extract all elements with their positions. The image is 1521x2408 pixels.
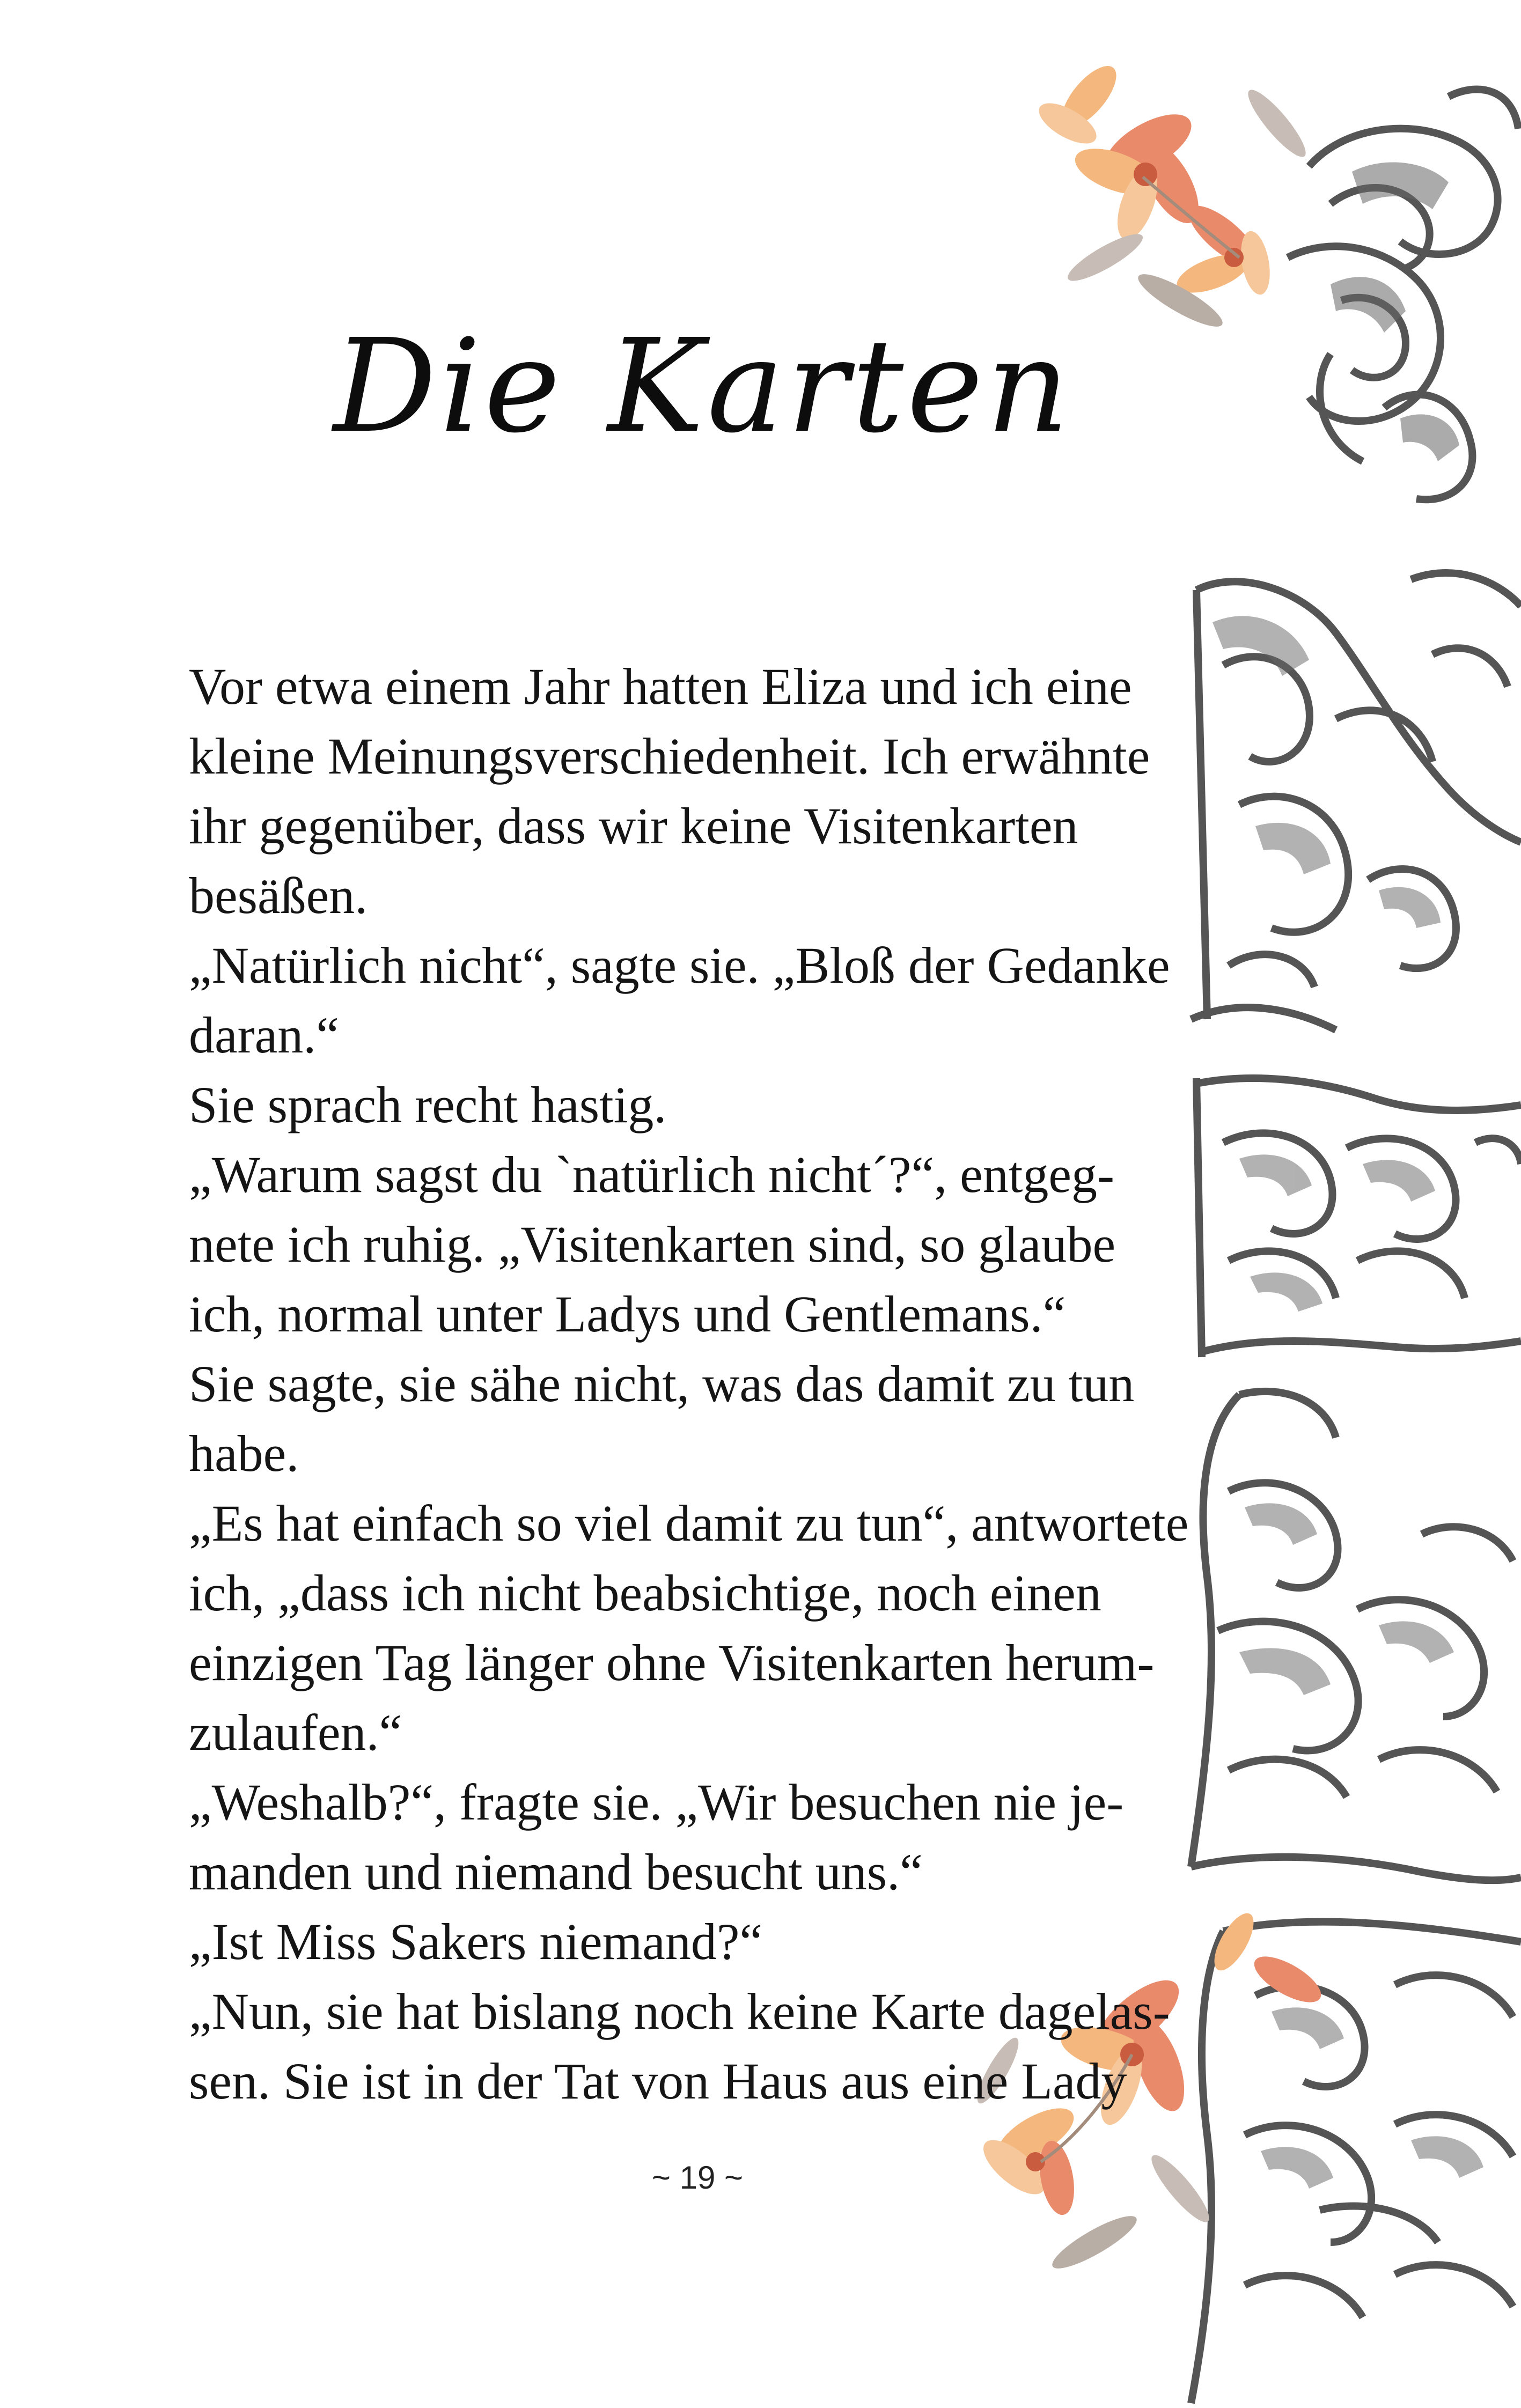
mid-ornament-1: [1175, 558, 1521, 1041]
text-line: besäßen.: [189, 867, 368, 924]
text-line: habe.: [189, 1425, 299, 1482]
text-line: einzigen Tag länger ohne Visitenkarten herum-: [189, 1634, 1155, 1691]
text-line: nete ich ruhig. „Visitenkarten sind, so glaube: [189, 1216, 1116, 1273]
text-line: zulaufen.“: [189, 1704, 402, 1761]
text-line: manden und niemand besucht uns.“: [189, 1843, 923, 1901]
text-line: kleine Meinungsverschiedenheit. Ich erwähnte: [189, 727, 1150, 785]
body-text: [189, 652, 1208, 2116]
text-line: daran.“: [189, 1006, 339, 1064]
text-line: „Ist Miss Sakers niemand?“: [189, 1913, 763, 1970]
text-line: „Es hat einfach so viel damit zu tun“, antwortete: [189, 1494, 1189, 1552]
text-line: Vor etwa einem Jahr hatten Eliza und ich eine: [189, 658, 1132, 715]
text-line: Sie sprach recht hastig.: [189, 1076, 667, 1133]
text-line: ich, normal unter Ladys und Gentlemans.“: [189, 1285, 1066, 1343]
text-line: ihr gegenüber, dass wir keine Visitenkarten: [189, 797, 1078, 855]
mid-ornament-3: [1175, 1384, 1521, 1888]
text-line: sen. Sie ist in der Tat von Haus aus eine Lady: [189, 2052, 1127, 2110]
text-line: Sie sagte, sie sähe nicht, was das damit zu tun: [189, 1355, 1135, 1412]
text-line: „Warum sagst du `natürlich nicht´?“, entgeg-: [189, 1146, 1114, 1203]
text-line: „Weshalb?“, fragte sie. „Wir besuchen nie je-: [189, 1773, 1124, 1831]
text-line: „Nun, sie hat bislang noch keine Karte dagelas-: [189, 1983, 1170, 2040]
chapter-title: Die Karten: [333, 311, 1072, 461]
page-number: ~ 19 ~: [651, 2160, 744, 2196]
text-line: ich, „dass ich nicht beabsichtige, noch einen: [189, 1564, 1101, 1622]
mid-ornament-2: [1175, 1067, 1521, 1368]
text-line: „Natürlich nicht“, sagte sie. „Bloß der Gedanke: [189, 937, 1170, 994]
